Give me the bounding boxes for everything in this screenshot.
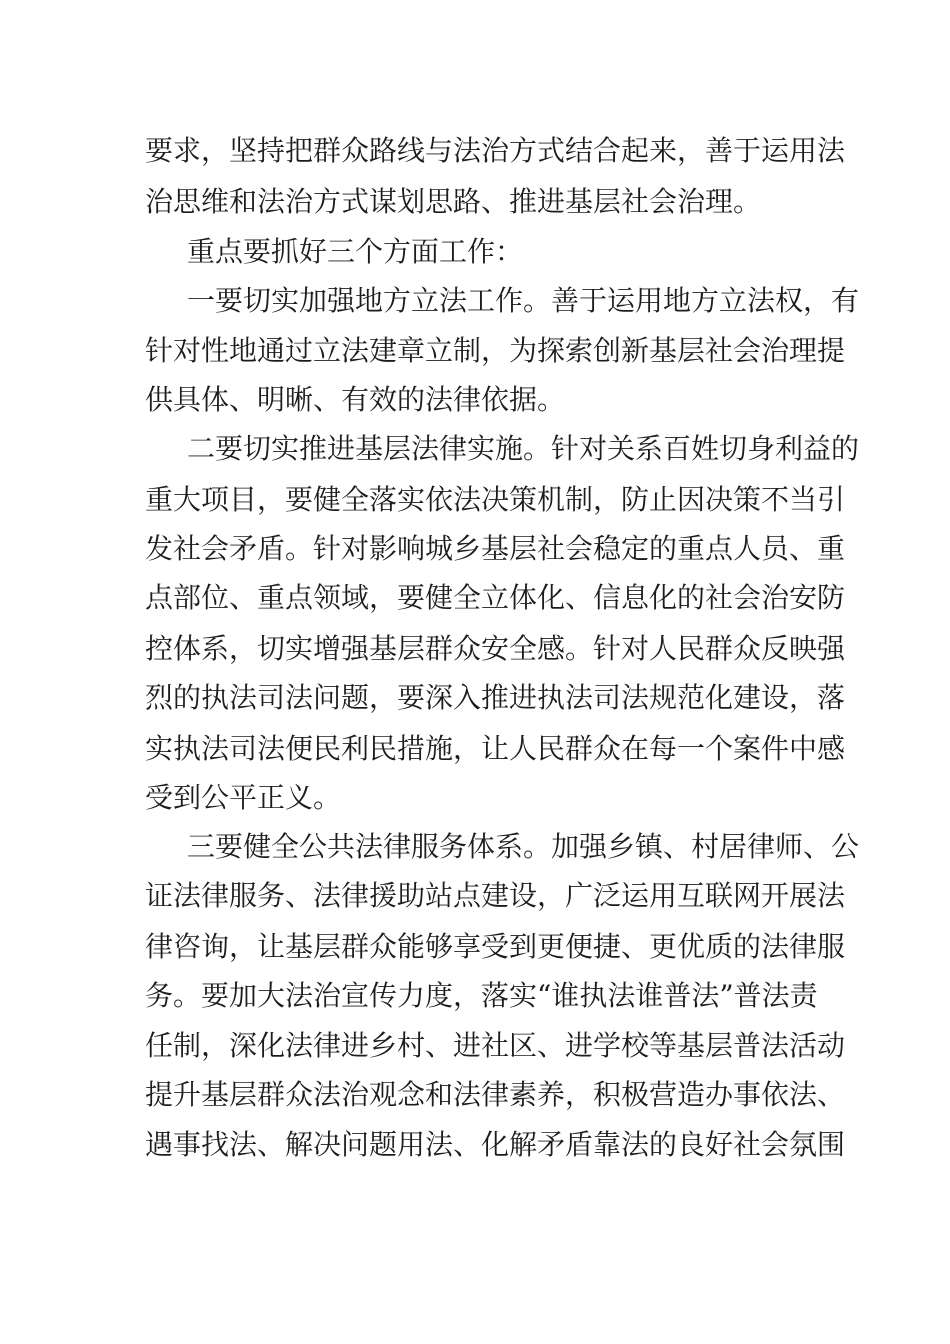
text-line: 点部位、重点领域，要健全立体化、信息化的社会治安防 <box>145 581 846 614</box>
text-line: 重点要抓好三个方面工作： <box>187 235 524 268</box>
text-line: 二要切实推进基层法律实施。针对关系百姓切身利益的 <box>187 432 860 465</box>
text-line: 律咨询，让基层群众能够享受到更便捷、更优质的法律服 <box>145 930 846 963</box>
text-line: 务。要加大法治宣传力度，落实“谁执法谁普法”普法责 <box>145 979 818 1012</box>
text-line: 受到公平正义。 <box>145 781 342 814</box>
text-line: 遇事找法、解决问题用法、化解矛盾靠法的良好社会氛围 <box>145 1128 846 1161</box>
text-line: 针对性地通过立法建章立制，为探索创新基层社会治理提 <box>145 334 846 367</box>
text-line: 一要切实加强地方立法工作。善于运用地方立法权，有 <box>187 284 860 317</box>
text-line: 提升基层群众法治观念和法律素养，积极营造办事依法、 <box>145 1078 846 1111</box>
text-line: 供具体、明晰、有效的法律依据。 <box>145 383 566 416</box>
text-line: 重大项目，要健全落实依法决策机制，防止因决策不当引 <box>145 483 846 516</box>
text-line: 实执法司法便民利民措施，让人民群众在每一个案件中感 <box>145 732 846 765</box>
text-line: 治思维和法治方式谋划思路、推进基层社会治理。 <box>145 185 762 218</box>
text-line: 发社会矛盾。针对影响城乡基层社会稳定的重点人员、重 <box>145 532 846 565</box>
text-line: 证法律服务、法律援助站点建设，广泛运用互联网开展法 <box>145 879 846 912</box>
text-line: 三要健全公共法律服务体系。加强乡镇、村居律师、公 <box>187 830 860 863</box>
text-line: 控体系，切实增强基层群众安全感。针对人民群众反映强 <box>145 632 846 665</box>
text-line: 任制，深化法律进乡村、进社区、进学校等基层普法活动 <box>145 1029 846 1062</box>
text-line: 烈的执法司法问题，要深入推进执法司法规范化建设，落 <box>145 681 846 714</box>
text-line: 要求，坚持把群众路线与法治方式结合起来，善于运用法 <box>145 134 846 167</box>
